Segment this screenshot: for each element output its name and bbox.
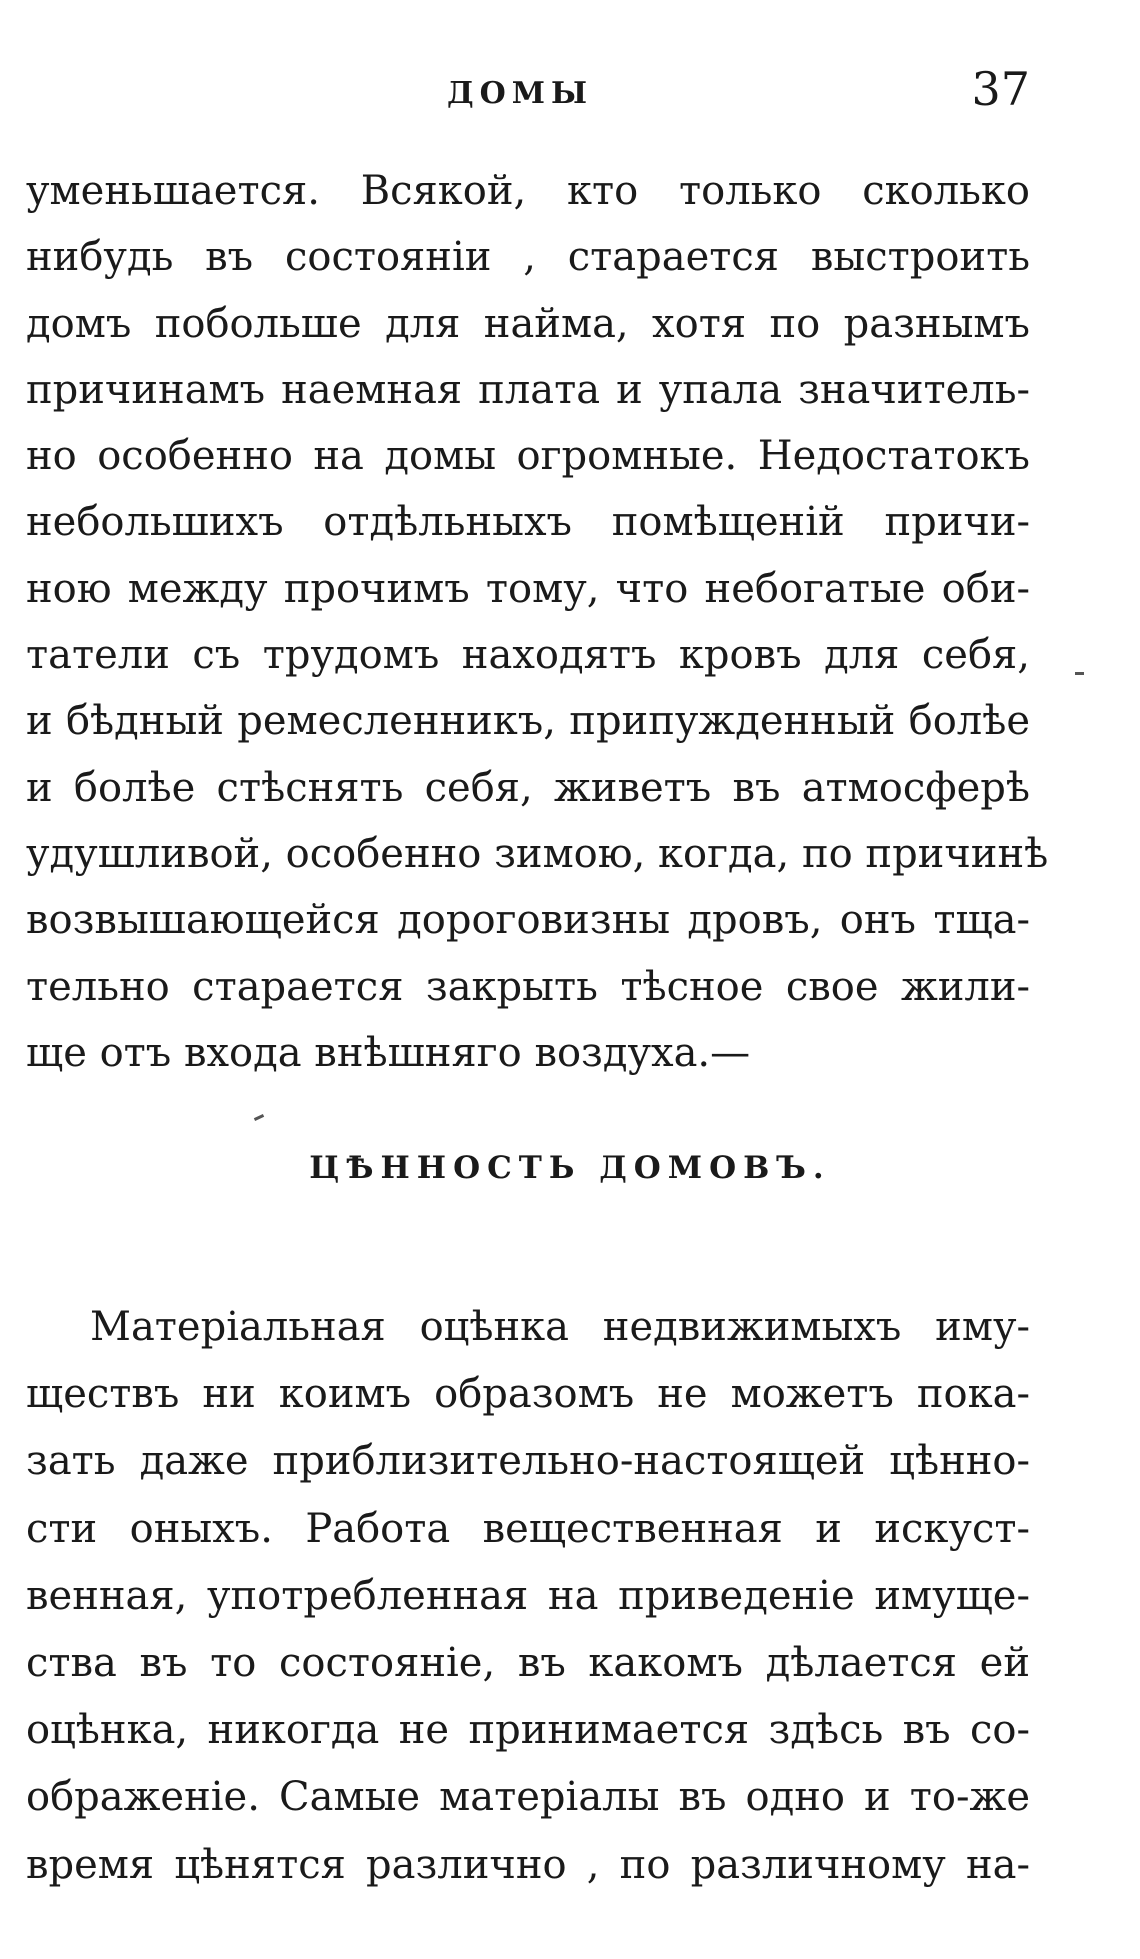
text-line: венная, употребленная на приведеніе имуще- xyxy=(26,1572,1030,1619)
text-line: и бѣдный ремесленникъ, припужденный болѣе xyxy=(26,698,1030,745)
text-line: время цѣнятся различно , по различному на- xyxy=(26,1841,1030,1888)
running-head xyxy=(0,62,1140,122)
running-title: ДОМЫ xyxy=(446,76,594,111)
text-line: нибудь въ состояніи , старается выстроить xyxy=(26,234,1030,281)
text-line: возвышающейся дороговизны дровъ, онъ тща- xyxy=(26,897,1030,944)
text-line: зать даже приблизительно-настоящей цѣнно- xyxy=(26,1438,1030,1485)
text-line: Матеріальная оцѣнка недвижимыхъ иму- xyxy=(90,1304,1030,1350)
text-line: удушливой, особенно зимою, когда, по причинѣ xyxy=(26,830,1049,877)
text-line: татели съ трудомъ находятъ кровъ для себя, xyxy=(26,632,1030,679)
paragraph xyxy=(26,1294,1030,1899)
text-line: оцѣнка, никогда не принимается здѣсь въ со- xyxy=(26,1707,1030,1754)
text-line: ства въ то состояніе, въ какомъ дѣлается ей xyxy=(26,1639,1030,1686)
text-line: небольшихъ отдѣльныхъ помѣщеній причи- xyxy=(26,499,1030,546)
text-line: ною между прочимъ тому, что небогатые оби- xyxy=(26,565,1030,612)
paragraph-continued xyxy=(26,158,1049,1086)
ink-speck xyxy=(1075,672,1084,675)
text-line: ществъ ни коимъ образомъ не можетъ пока- xyxy=(26,1371,1030,1418)
text-line: уменьшается. Всякой, кто только сколько xyxy=(26,168,1030,214)
text-line: сти оныхъ. Работа вещественная и искуст- xyxy=(26,1505,1030,1552)
section-heading: ЦѢННОСТЬ ДОМОВЪ. xyxy=(309,1150,831,1186)
text-line: ображеніе. Самые матеріалы въ одно и то-же xyxy=(26,1774,1030,1821)
text-line: причинамъ наемная плата и упала значитель- xyxy=(26,366,1030,413)
text-line: и болѣе стѣснять себя, живетъ въ атмосферѣ xyxy=(26,764,1030,811)
text-line: домъ побольше для найма, хотя по разнымъ xyxy=(26,300,1030,347)
text-line: тельно старается закрыть тѣсное свое жили- xyxy=(26,963,1030,1010)
text-line: ще отъ входа внѣшняго воздуха.— xyxy=(26,1029,751,1076)
ink-speck xyxy=(254,1114,264,1121)
text-line: но особенно на домы огромные. Недостатокъ xyxy=(26,433,1030,480)
page-number: 37 xyxy=(971,62,1030,116)
